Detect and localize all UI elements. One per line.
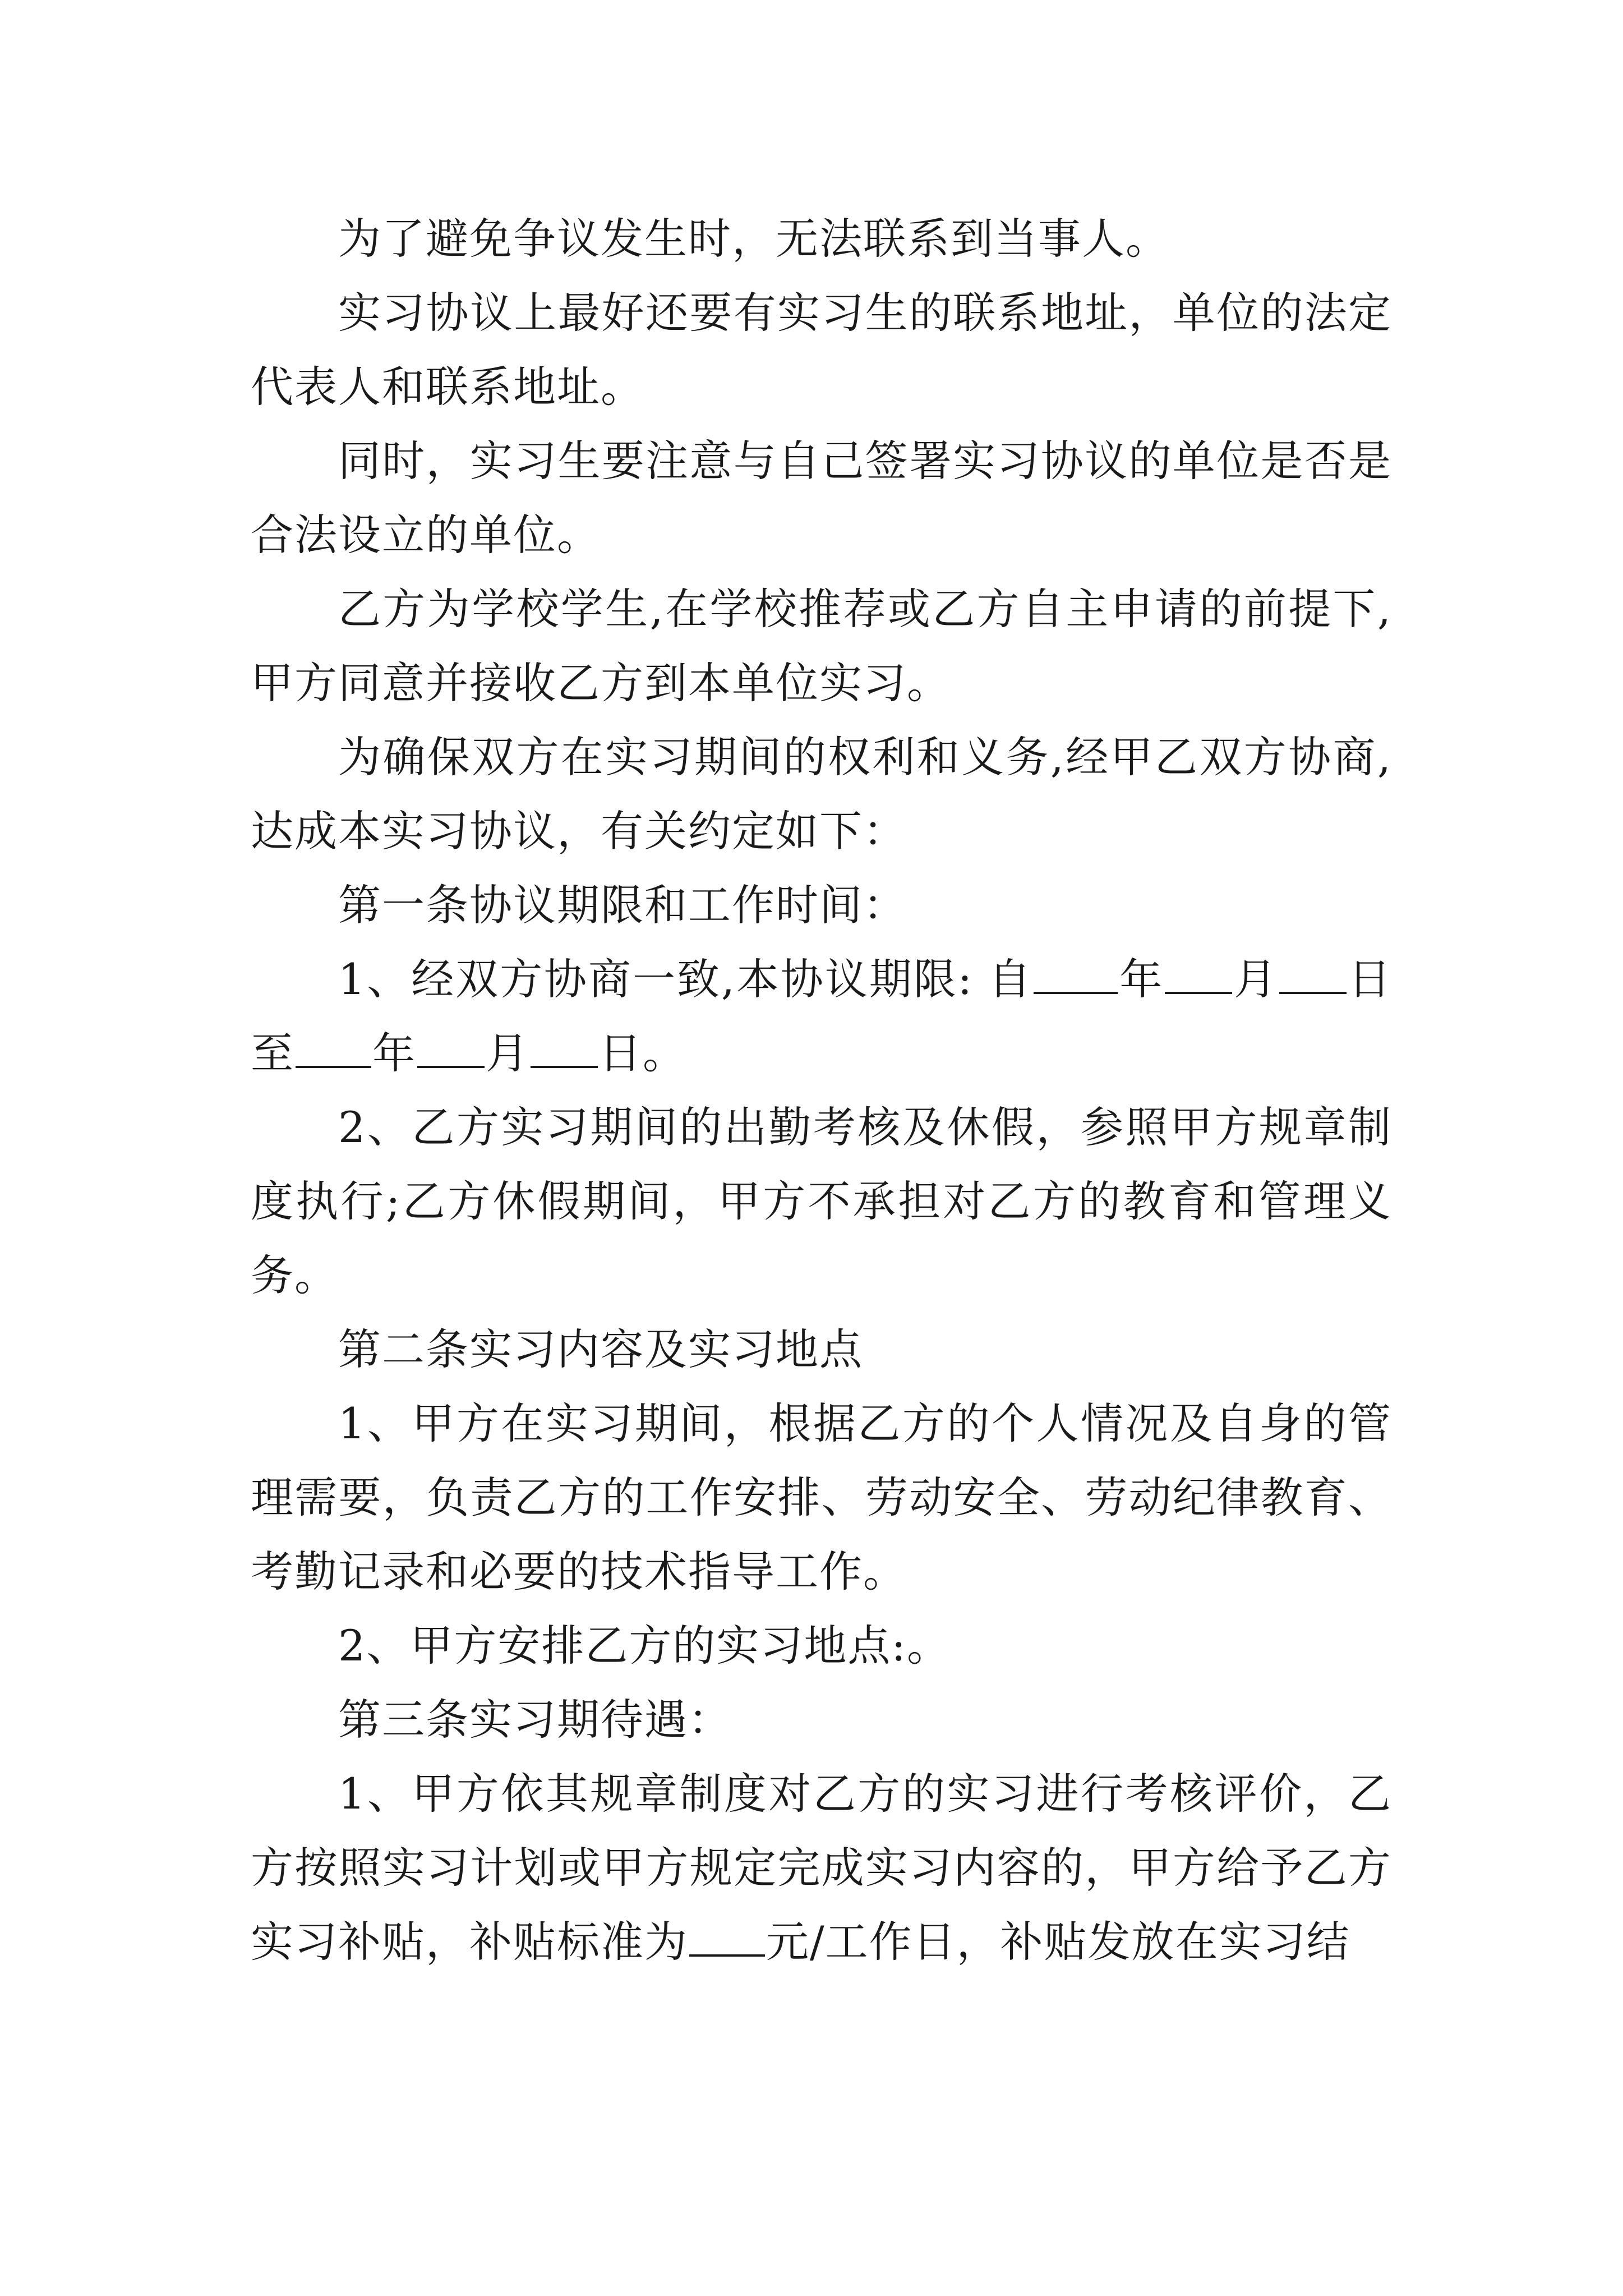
month-start-blank	[1165, 955, 1232, 994]
paragraph-party-b: 乙方为学校学生,在学校推荐或乙方自主申请的前提下,甲方同意并接收乙方到本单位实习。	[251, 584, 1392, 708]
year-end-label: 年	[372, 1028, 416, 1078]
article-2-heading: 第二条实习内容及实习地点	[338, 1324, 863, 1374]
day-to-label: 日至	[251, 954, 1393, 1078]
paragraph-dispute: 为了避免争议发生时，无法联系到当事人。	[338, 214, 1169, 264]
paragraph-legal-entity: 同时，实习生要注意与自己签署实习协议的单位是否是合法设立的单位。	[251, 436, 1392, 560]
year-start-blank	[1034, 955, 1118, 994]
article-1-heading: 第一条协议期限和工作时间：	[338, 880, 907, 930]
month-end-blank	[417, 1029, 485, 1068]
paragraph-attendance: 2、乙方实习期间的出勤考核及休假，参照甲方规章制度执行;乙方休假期间，甲方不承担对乙方的教育和管理义务。	[251, 1102, 1392, 1300]
document-body	[251, 202, 1392, 1979]
paragraph-agreement-purpose: 为确保双方在实习期间的权利和义务,经甲乙双方协商,达成本实习协议，有关约定如下：	[251, 732, 1392, 856]
month-start-label: 月	[1233, 954, 1279, 1004]
term-clause-prefix: 1、经双方协商一致,本协议期限: 自	[338, 954, 1033, 1004]
term-clause	[251, 942, 1392, 1091]
article-3-heading: 第三条实习期待遇：	[338, 1695, 732, 1745]
day-end-label: 日。	[599, 1028, 686, 1078]
paragraph-contact-address: 实习协议上最好还要有实习生的联系地址，单位的法定代表人和联系地址。	[251, 288, 1392, 412]
allowance-clause-suffix: 元/工作日，补贴发放在实习结	[766, 1917, 1350, 1967]
paragraph-work-arrangement: 1、甲方在实习期间，根据乙方的个人情况及自身的管理需要，负责乙方的工作安排、劳动安全、劳动纪律教育、考勤记录和必要的技术指导工作。	[251, 1398, 1392, 1596]
paragraph-location: 2、甲方安排乙方的实习地点:。	[338, 1621, 951, 1671]
year-start-label: 年	[1119, 954, 1164, 1004]
allowance-clause-prefix: 1、甲方依其规章制度对乙方的实习进行考核评价，乙方按照实习计划或甲方规定完成实习内容的，甲方给予乙方实习补贴，补贴标准为	[251, 1769, 1392, 1967]
day-start-blank	[1279, 955, 1347, 994]
allowance-clause	[251, 1757, 1392, 1979]
day-end-blank	[531, 1029, 598, 1068]
allowance-amount-blank	[689, 1917, 765, 1957]
year-end-blank	[296, 1029, 371, 1068]
month-end-label: 月	[486, 1028, 529, 1078]
